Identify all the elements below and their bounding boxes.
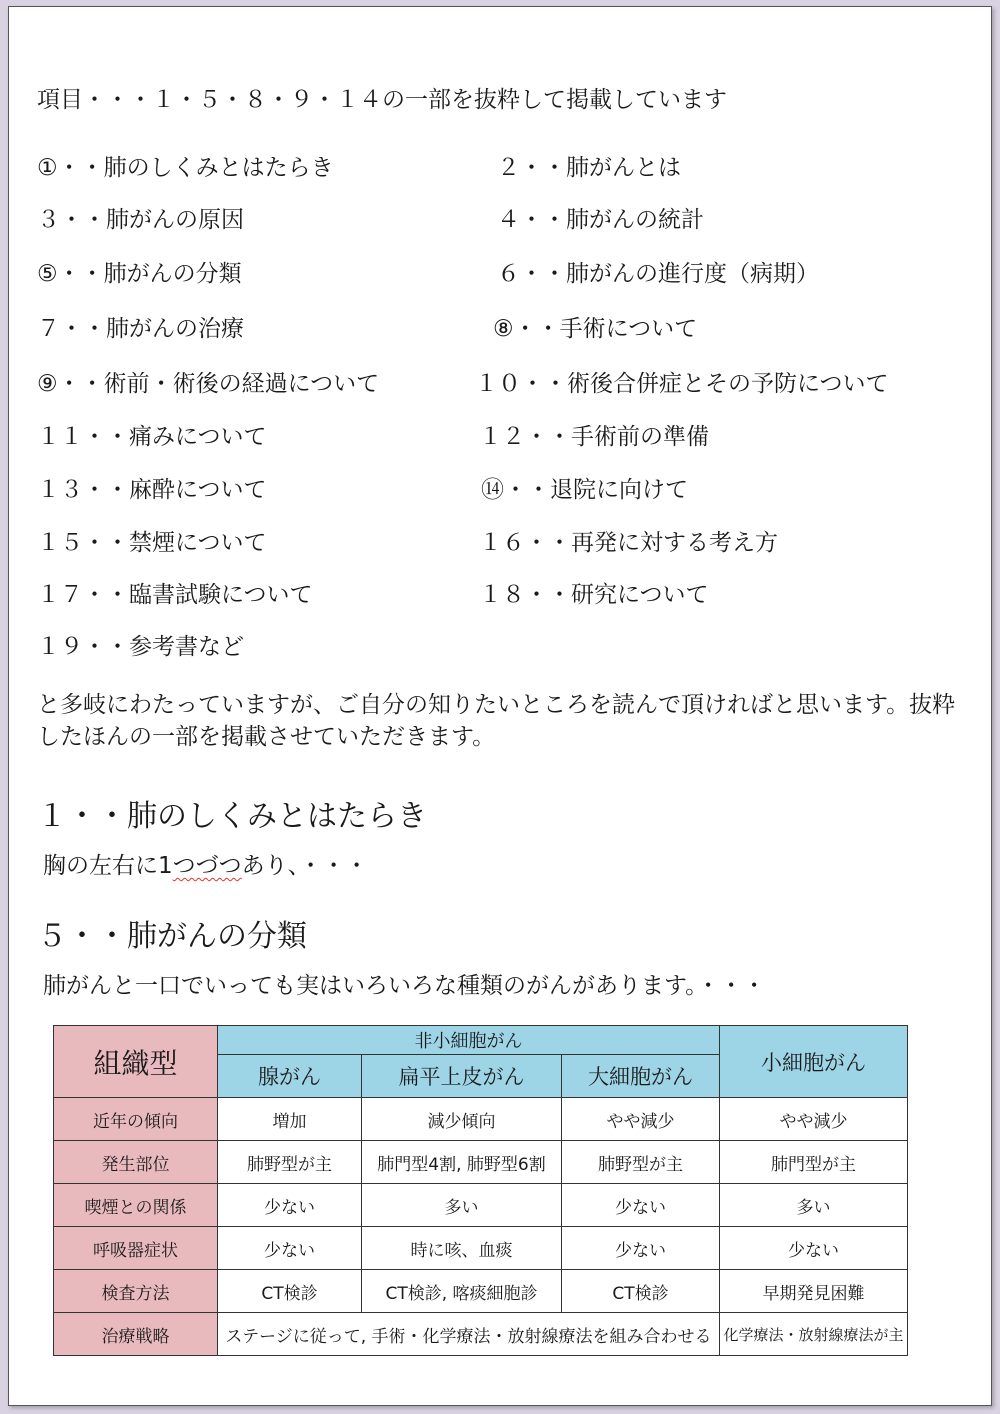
table-group-header: 非小細胞がん bbox=[218, 1026, 720, 1055]
row-label: 近年の傾向 bbox=[54, 1098, 218, 1141]
intro-line: 項目・・・１・５・８・９・１４の一部を抜粋して掲載しています bbox=[37, 87, 727, 113]
table-row bbox=[54, 1270, 908, 1313]
table-col-header: 腺がん bbox=[218, 1055, 362, 1098]
table-col-header: 扁平上皮がん bbox=[362, 1055, 562, 1098]
toc-item: １２・・手術前の準備 bbox=[479, 424, 709, 450]
row-label: 発生部位 bbox=[54, 1141, 218, 1184]
table-cell: 早期発見困難 bbox=[720, 1270, 908, 1313]
table-row bbox=[54, 1184, 908, 1227]
table-row bbox=[54, 1098, 908, 1141]
toc-item: ⑭・・退院に向けて bbox=[481, 477, 688, 503]
table-cell: 少ない bbox=[562, 1184, 720, 1227]
table-col-header: 小細胞がん bbox=[720, 1026, 908, 1098]
table-cell: 増加 bbox=[218, 1098, 362, 1141]
toc-item: ①・・肺のしくみとはたらき bbox=[37, 155, 334, 181]
table-cell: 少ない bbox=[562, 1227, 720, 1270]
toc-item: ⑤・・肺がんの分類 bbox=[37, 261, 242, 287]
toc-item: １３・・麻酔について bbox=[37, 477, 267, 503]
spellcheck-underline: つづつ bbox=[172, 853, 242, 879]
table-cell: 減少傾向 bbox=[362, 1098, 562, 1141]
table-row bbox=[54, 1227, 908, 1270]
row-label: 治療戦略 bbox=[54, 1313, 218, 1356]
table-cell: やや減少 bbox=[562, 1098, 720, 1141]
cancer-type-table bbox=[53, 1025, 908, 1356]
toc-item: １８・・研究について bbox=[479, 582, 709, 608]
toc-item: １０・・術後合併症とその予防について bbox=[475, 371, 889, 397]
table-cell: 多い bbox=[720, 1184, 908, 1227]
toc-item: ⑧・・手術について bbox=[493, 316, 698, 342]
table-cell: 少ない bbox=[720, 1227, 908, 1270]
document-page bbox=[8, 6, 992, 1406]
table-col-header: 大細胞がん bbox=[562, 1055, 720, 1098]
toc-item: １６・・再発に対する考え方 bbox=[479, 530, 778, 556]
toc-item: ４・・肺がんの統計 bbox=[497, 207, 704, 233]
table-cell: 肺門型4割, 肺野型6割 bbox=[362, 1141, 562, 1184]
intro-paragraph: と多岐にわたっていますが、ご自分の知りたいところを読んで頂ければと思います。抜粋したほんの一部を掲載させていただきます。 bbox=[37, 692, 956, 750]
toc-item: ⑨・・術前・術後の経過について bbox=[37, 371, 380, 397]
toc-item: １１・・痛みについて bbox=[37, 424, 267, 450]
section-text-1: 胸の左右に1つづつあり、・・・ bbox=[43, 853, 369, 879]
section-heading-1: １・・肺のしくみとはたらき bbox=[37, 799, 427, 834]
table-cell: やや減少 bbox=[720, 1098, 908, 1141]
row-label: 呼吸器症状 bbox=[54, 1227, 218, 1270]
toc-item: ６・・肺がんの進行度（病期） bbox=[497, 261, 819, 287]
table-cell: 少ない bbox=[218, 1227, 362, 1270]
toc-item: １９・・参考書など bbox=[37, 634, 244, 660]
table-cell: 化学療法・放射線療法が主 bbox=[720, 1313, 908, 1356]
table-corner-label: 組織型 bbox=[54, 1026, 218, 1098]
toc-item: ７・・肺がんの治療 bbox=[37, 316, 244, 342]
toc-item: ２・・肺がんとは bbox=[497, 155, 681, 181]
table-cell: 多い bbox=[362, 1184, 562, 1227]
table-cell: CT検診 bbox=[218, 1270, 362, 1313]
table-cell: 肺野型が主 bbox=[218, 1141, 362, 1184]
table-row bbox=[54, 1141, 908, 1184]
toc-item: １５・・禁煙について bbox=[37, 530, 267, 556]
section-heading-5: ５・・肺がんの分類 bbox=[37, 919, 307, 954]
section-text-5: 肺がんと一口でいっても実はいろいろな種類のがんがあります。・・・ bbox=[43, 973, 766, 999]
table-cell-merged: ステージに従って, 手術・化学療法・放射線療法を組み合わせる bbox=[218, 1313, 720, 1356]
table-cell: 少ない bbox=[218, 1184, 362, 1227]
table-cell: 時に咳、血痰 bbox=[362, 1227, 562, 1270]
table-cell: CT検診 bbox=[562, 1270, 720, 1313]
row-label: 検査方法 bbox=[54, 1270, 218, 1313]
table-row bbox=[54, 1313, 908, 1356]
toc-item: １７・・臨書試験について bbox=[37, 582, 313, 608]
table-cell: 肺野型が主 bbox=[562, 1141, 720, 1184]
table-cell: CT検診, 喀痰細胞診 bbox=[362, 1270, 562, 1313]
toc-item: ３・・肺がんの原因 bbox=[37, 207, 244, 233]
table-cell: 肺門型が主 bbox=[720, 1141, 908, 1184]
row-label: 喫煙との関係 bbox=[54, 1184, 218, 1227]
